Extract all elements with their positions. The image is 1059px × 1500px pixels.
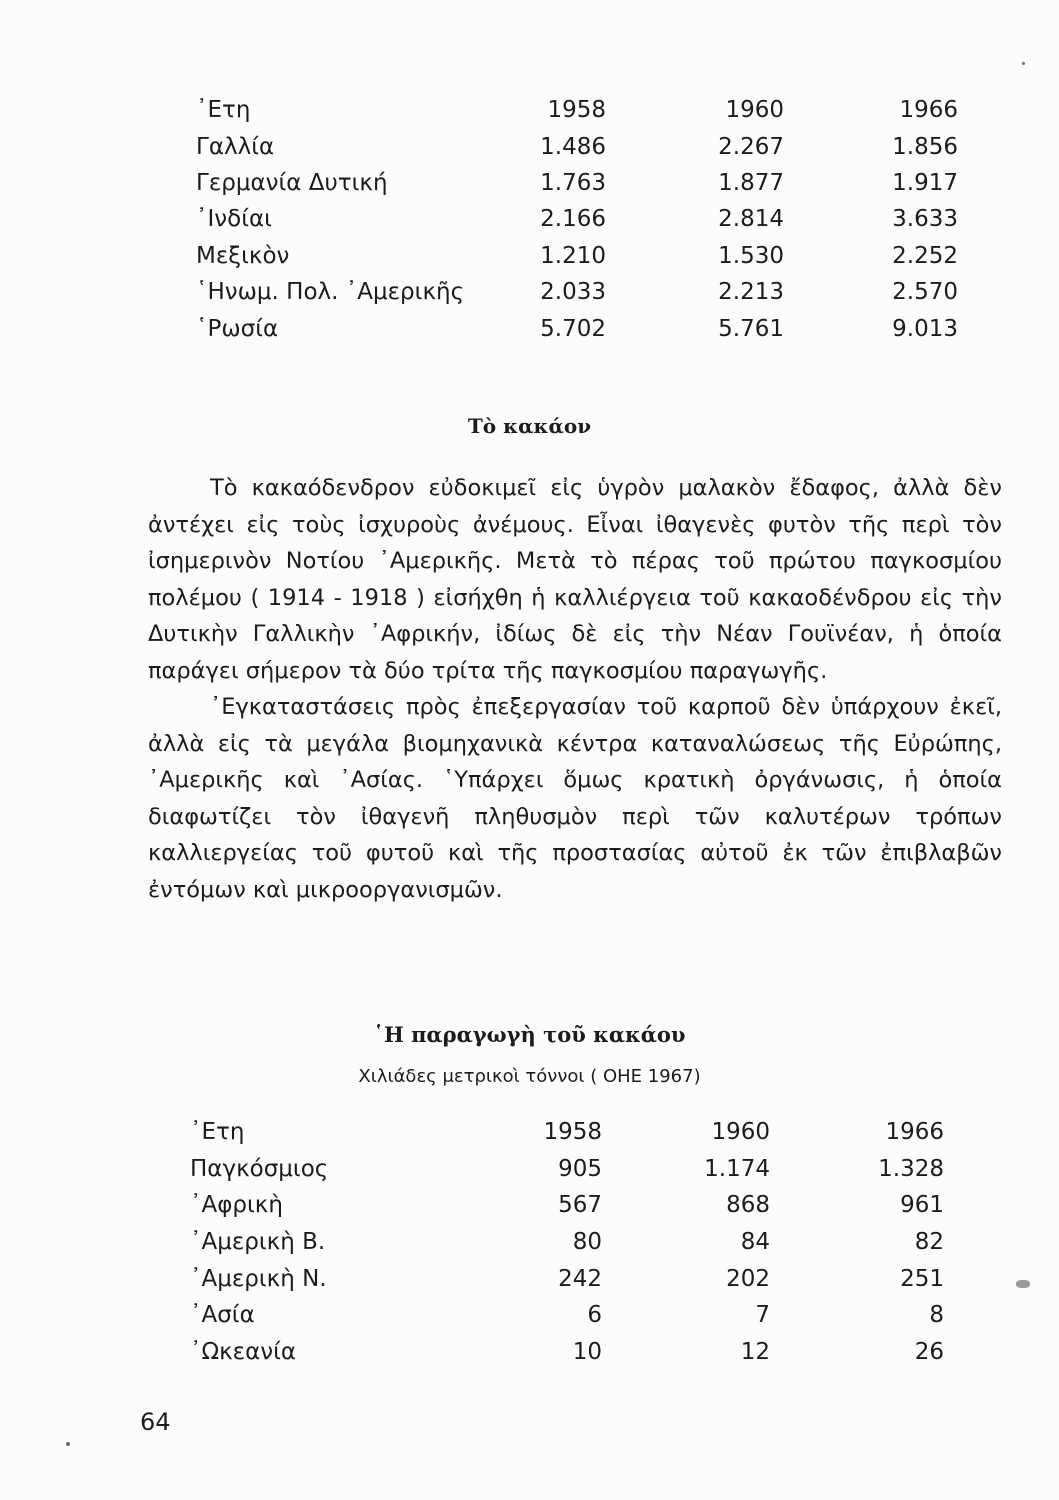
header-cell: ᾿Ετη	[196, 97, 251, 124]
table-row	[190, 1260, 960, 1297]
value-cell: 8	[929, 1302, 944, 1329]
cocoa-production-table	[190, 1114, 960, 1370]
value-cell: 567	[558, 1192, 602, 1219]
value-cell: 1.877	[718, 169, 784, 196]
region-cell: ᾿Αμερικὴ Β.	[190, 1229, 326, 1256]
header-cell: 1958	[543, 1119, 602, 1146]
value-cell: 6	[587, 1302, 602, 1329]
country-cell: ῾Ρωσία	[196, 315, 279, 342]
value-cell: 1.486	[540, 133, 606, 160]
value-cell: 2.252	[892, 242, 958, 269]
value-cell: 2.267	[718, 133, 784, 160]
region-cell: ᾿Ωκεανία	[190, 1338, 297, 1365]
table-row	[190, 1334, 960, 1371]
value-cell: 2.033	[540, 279, 606, 306]
header-cell: 1960	[725, 97, 784, 124]
value-cell: 1.763	[540, 169, 606, 196]
table-row	[190, 1151, 960, 1188]
value-cell: 1.174	[704, 1155, 770, 1182]
table-row	[196, 310, 966, 346]
header-cell: 1958	[547, 97, 606, 124]
value-cell: 10	[572, 1338, 602, 1365]
table-header-row	[190, 1114, 960, 1151]
table-row	[196, 128, 966, 164]
country-cell: Γερμανία Δυτική	[196, 169, 388, 196]
header-cell: ᾿Ετη	[190, 1119, 245, 1146]
value-cell: 251	[900, 1265, 944, 1292]
table-row	[196, 165, 966, 201]
value-cell: 82	[914, 1229, 944, 1256]
value-cell: 80	[572, 1229, 602, 1256]
value-cell: 1.856	[892, 133, 958, 160]
country-cell: Μεξικὸν	[196, 242, 290, 269]
table-row	[190, 1224, 960, 1261]
table-subtitle: Χιλιάδες μετρικοὶ τόννοι ( ΟΗΕ 1967)	[358, 1066, 701, 1087]
cocoa-body-text	[148, 470, 1002, 908]
value-cell: 242	[558, 1265, 602, 1292]
value-cell: 2.166	[540, 206, 606, 233]
table-row	[196, 274, 966, 310]
value-cell: 202	[726, 1265, 770, 1292]
production-table-top	[196, 92, 966, 347]
region-cell: Παγκόσμιος	[190, 1155, 329, 1182]
paragraph: ᾿Εγκαταστάσεις πρὸς ἐπεξεργασίαν τοῦ καρποῦ δὲν ὑπάρχουν ἐκεῖ, ἀλλὰ εἰς τὰ μεγάλα βιομηχανικὰ κέντρα καταναλώσεως τῆς Εὐρώπης, ᾿Αμερικῆς καὶ ᾿Ασίας. ῾Υπάρχει ὅμως κρατικὴ ὀργάνωσις, ἡ ὁποία διαφωτίζει τὸν ἰθαγενῆ πληθυσμὸν περὶ τῶν καλυτέρων τρόπων καλλιεργείας τοῦ φυτοῦ καὶ τῆς προστασίας αὐτοῦ ἐκ τῶν ἐπιβλαβῶν ἐντόμων καὶ μικροοργανισμῶν.	[148, 694, 1002, 903]
region-cell: ᾿Ασία	[190, 1302, 255, 1329]
value-cell: 5.702	[540, 315, 606, 342]
header-cell: 1960	[711, 1119, 770, 1146]
country-cell: ῾Ηνωμ. Πολ. ᾿Αμερικῆς	[196, 279, 465, 306]
region-cell: ᾿Αμερικὴ Ν.	[190, 1265, 327, 1292]
value-cell: 1.328	[878, 1155, 944, 1182]
value-cell: 3.633	[892, 206, 958, 233]
value-cell: 84	[740, 1229, 770, 1256]
header-cell: 1966	[899, 97, 958, 124]
ink-speck	[1016, 1280, 1030, 1288]
table-row	[196, 238, 966, 274]
ink-speck	[66, 1442, 70, 1446]
value-cell: 1.917	[892, 169, 958, 196]
value-cell: 7	[755, 1302, 770, 1329]
table-row	[190, 1187, 960, 1224]
value-cell: 905	[558, 1155, 602, 1182]
table-row	[190, 1297, 960, 1334]
page-number: 64	[140, 1408, 171, 1436]
value-cell: 26	[914, 1338, 944, 1365]
country-cell: ᾿Ινδίαι	[196, 206, 272, 233]
value-cell: 9.013	[892, 315, 958, 342]
value-cell: 2.213	[718, 279, 784, 306]
section-heading-cocoa: Τὸ κακάον	[467, 414, 592, 438]
value-cell: 868	[726, 1192, 770, 1219]
header-cell: 1966	[885, 1119, 944, 1146]
value-cell: 12	[740, 1338, 770, 1365]
value-cell: 2.570	[892, 279, 958, 306]
paragraph: Τὸ κακαόδενδρον εὐδοκιμεῖ εἰς ὑγρὸν μαλακὸν ἔδαφος, ἀλλὰ δὲν ἀντέχει εἰς τοὺς ἰσχυροὺς ἀνέμους. Εἶναι ἰθαγενὲς φυτὸν τῆς περὶ τὸν ἰσημερινὸν Νοτίου ᾿Αμερικῆς. Μετὰ τὸ πέρας τοῦ πρώτου παγκοσμίου πολέμου ( 1914 - 1918 ) εἰσήχθη ἡ καλλιέργεια τοῦ κακαοδένδρου εἰς τὴν Δυτικὴν Γαλλικὴν ᾿Αφρικήν, ἰδίως δὲ εἰς τὴν Νέαν Γουϊνέαν, ἡ ὁποία παράγει σήμερον τὰ δύο τρίτα τῆς παγκοσμίου παραγωγῆς.	[148, 475, 1002, 684]
value-cell: 1.530	[718, 242, 784, 269]
table-row	[196, 201, 966, 237]
value-cell: 961	[900, 1192, 944, 1219]
section-heading-production: ῾Η παραγωγὴ τοῦ κακάου	[373, 1022, 686, 1047]
value-cell: 5.761	[718, 315, 784, 342]
country-cell: Γαλλία	[196, 133, 275, 160]
table-header-row	[196, 92, 966, 128]
value-cell: 2.814	[718, 206, 784, 233]
ink-speck	[1022, 62, 1025, 65]
region-cell: ᾿Αφρικὴ	[190, 1192, 283, 1219]
value-cell: 1.210	[540, 242, 606, 269]
